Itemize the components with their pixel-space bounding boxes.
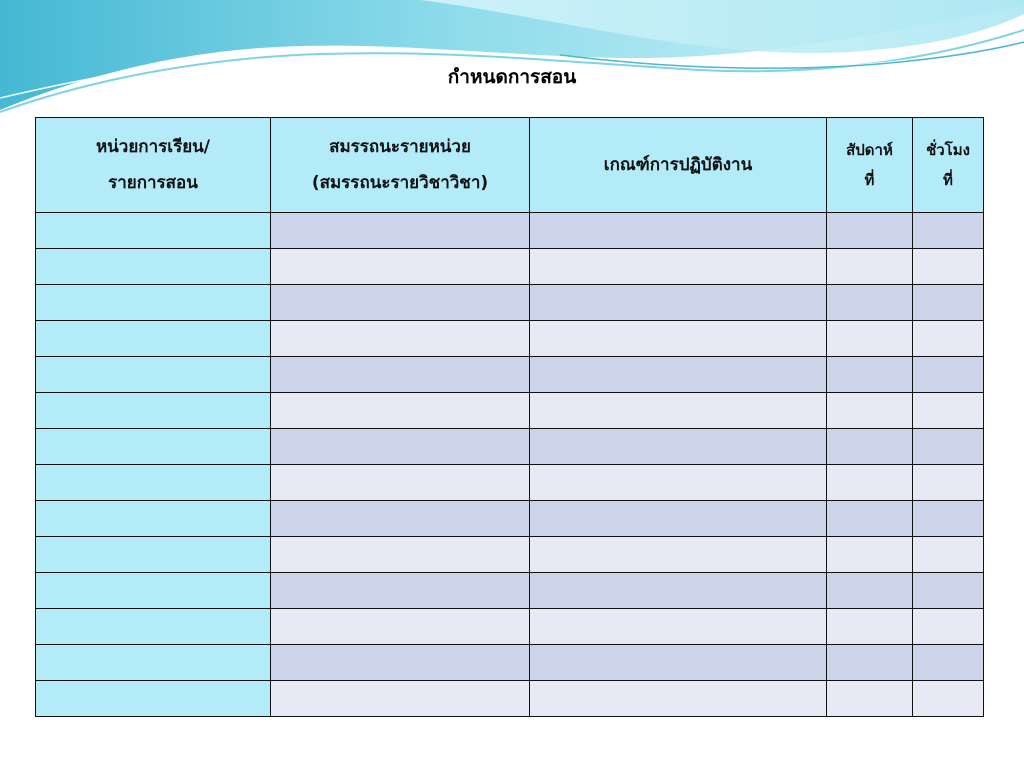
header-week: สัปดาห์ ที่ [827, 118, 913, 213]
header-unit-lesson: หน่วยการเรียน/ รายการสอน [36, 118, 271, 213]
header-unit-competency: สมรรถนะรายหน่วย (สมรรถนะรายวิชาวิชา) [271, 118, 530, 213]
cell-week[interactable] [827, 321, 913, 357]
table-row [36, 501, 984, 537]
table-row [36, 681, 984, 717]
cell-unit-competency[interactable] [271, 609, 530, 645]
cell-week[interactable] [827, 429, 913, 465]
cell-unit-lesson[interactable] [36, 249, 271, 285]
cell-hour[interactable] [913, 285, 984, 321]
cell-performance-criteria[interactable] [530, 249, 827, 285]
cell-performance-criteria[interactable] [530, 681, 827, 717]
cell-unit-lesson[interactable] [36, 213, 271, 249]
cell-week[interactable] [827, 249, 913, 285]
cell-unit-competency[interactable] [271, 321, 530, 357]
cell-unit-competency[interactable] [271, 249, 530, 285]
cell-hour[interactable] [913, 249, 984, 285]
cell-performance-criteria[interactable] [530, 285, 827, 321]
slide-title: กำหนดการสอน [447, 66, 577, 88]
cell-week[interactable] [827, 285, 913, 321]
cell-week[interactable] [827, 609, 913, 645]
table-row [36, 321, 984, 357]
table-row [36, 357, 984, 393]
cell-week[interactable] [827, 645, 913, 681]
cell-week[interactable] [827, 681, 913, 717]
cell-performance-criteria[interactable] [530, 321, 827, 357]
cell-performance-criteria[interactable] [530, 357, 827, 393]
cell-unit-competency[interactable] [271, 285, 530, 321]
cell-unit-competency[interactable] [271, 645, 530, 681]
table-row [36, 393, 984, 429]
cell-unit-lesson[interactable] [36, 537, 271, 573]
cell-unit-lesson[interactable] [36, 681, 271, 717]
cell-performance-criteria[interactable] [530, 537, 827, 573]
cell-hour[interactable] [913, 465, 984, 501]
cell-hour[interactable] [913, 357, 984, 393]
table-row [36, 609, 984, 645]
cell-hour[interactable] [913, 681, 984, 717]
cell-performance-criteria[interactable] [530, 213, 827, 249]
cell-week[interactable] [827, 537, 913, 573]
table-row [36, 465, 984, 501]
cell-unit-competency[interactable] [271, 429, 530, 465]
cell-week[interactable] [827, 357, 913, 393]
cell-unit-competency[interactable] [271, 681, 530, 717]
cell-unit-competency[interactable] [271, 393, 530, 429]
table-row [36, 429, 984, 465]
cell-hour[interactable] [913, 393, 984, 429]
cell-hour[interactable] [913, 321, 984, 357]
cell-unit-lesson[interactable] [36, 609, 271, 645]
cell-week[interactable] [827, 465, 913, 501]
cell-hour[interactable] [913, 609, 984, 645]
cell-unit-lesson[interactable] [36, 429, 271, 465]
cell-unit-competency[interactable] [271, 573, 530, 609]
cell-performance-criteria[interactable] [530, 429, 827, 465]
teaching-schedule-table [35, 117, 984, 717]
table-row [36, 645, 984, 681]
cell-hour[interactable] [913, 537, 984, 573]
table-header-row [36, 118, 984, 213]
cell-unit-competency[interactable] [271, 465, 530, 501]
table-row [36, 573, 984, 609]
cell-hour[interactable] [913, 213, 984, 249]
cell-unit-competency[interactable] [271, 537, 530, 573]
cell-unit-lesson[interactable] [36, 321, 271, 357]
cell-performance-criteria[interactable] [530, 465, 827, 501]
cell-unit-competency[interactable] [271, 357, 530, 393]
cell-unit-lesson[interactable] [36, 645, 271, 681]
cell-week[interactable] [827, 393, 913, 429]
cell-unit-competency[interactable] [271, 501, 530, 537]
cell-performance-criteria[interactable] [530, 645, 827, 681]
table-row [36, 285, 984, 321]
cell-unit-lesson[interactable] [36, 501, 271, 537]
cell-hour[interactable] [913, 429, 984, 465]
header-performance-criteria: เกณฑ์การปฏิบัติงาน [530, 118, 827, 213]
cell-week[interactable] [827, 573, 913, 609]
table-row [36, 213, 984, 249]
table-row [36, 537, 984, 573]
cell-unit-lesson[interactable] [36, 357, 271, 393]
cell-hour[interactable] [913, 645, 984, 681]
cell-unit-competency[interactable] [271, 213, 530, 249]
cell-unit-lesson[interactable] [36, 393, 271, 429]
cell-week[interactable] [827, 501, 913, 537]
cell-performance-criteria[interactable] [530, 501, 827, 537]
cell-performance-criteria[interactable] [530, 393, 827, 429]
table-row [36, 249, 984, 285]
cell-unit-lesson[interactable] [36, 573, 271, 609]
table-body [36, 213, 984, 717]
cell-hour[interactable] [913, 501, 984, 537]
cell-unit-lesson[interactable] [36, 285, 271, 321]
cell-performance-criteria[interactable] [530, 573, 827, 609]
cell-unit-lesson[interactable] [36, 465, 271, 501]
cell-week[interactable] [827, 213, 913, 249]
header-hour: ชั่วโมง ที่ [913, 118, 984, 213]
cell-hour[interactable] [913, 573, 984, 609]
cell-performance-criteria[interactable] [530, 609, 827, 645]
